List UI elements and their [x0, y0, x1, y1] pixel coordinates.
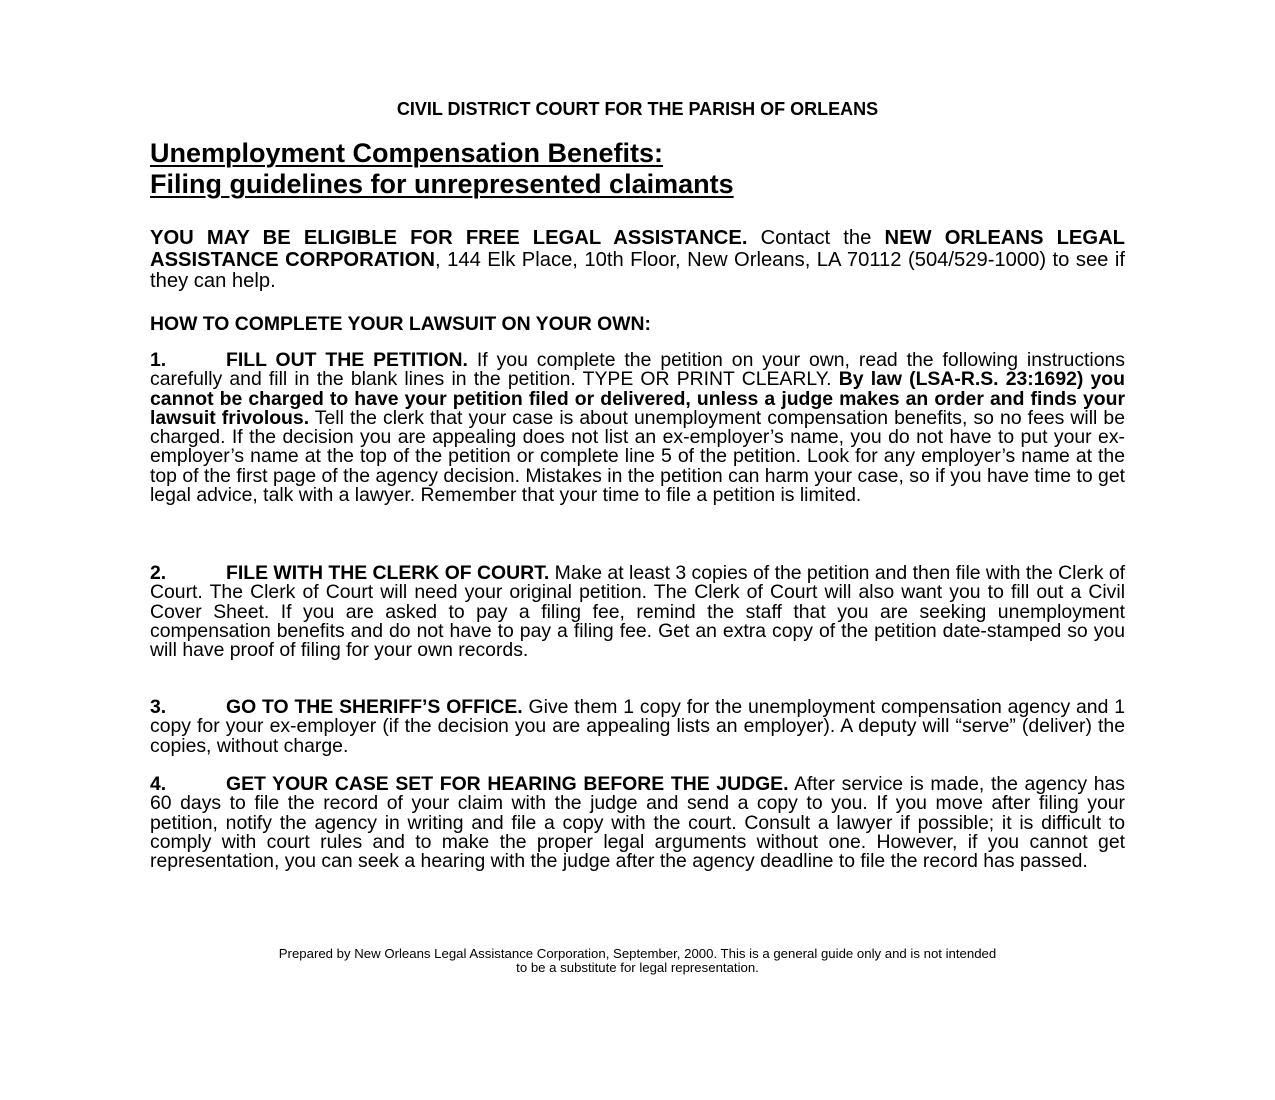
step-1-paragraph [150, 351, 1125, 505]
how-to-heading: HOW TO COMPLETE YOUR LAWSUIT ON YOUR OWN: [150, 313, 651, 335]
title-line-2: Filing guidelines for unrepresented claimants [150, 169, 734, 199]
footer-disclaimer [150, 947, 1125, 975]
title-line-1: Unemployment Compensation Benefits: [150, 138, 664, 168]
step-text: Make at least 3 copies of the petition and then file with the Clerk of Court. The Clerk of Court will need your original petition. The Clerk of Court will also want you to fill out a Civil Cover Sheet. If you are asked to pay a filing fee, remind the staff that you are seeking unemployment compensation benefits and do not have to pay a filing fee. Get an extra copy of the petition date-stamped so you will have proof of filing for your own records. [150, 562, 1125, 662]
step-number: 2. [150, 562, 167, 584]
document-title [150, 138, 1125, 200]
step-text: Give them 1 copy for the unemployment compensation agency and 1 copy for your ex-employer (if the decision you are appealing lists an employer). A deputy will “serve” (deliver) the copies, without charge. [150, 696, 1125, 757]
step-text: After service is made, the agency has 60 days to file the record of your claim with the judge and send a copy to you. If you move after filing your petition, notify the agency in writing and file a copy with the court. Consult a lawyer if possible; it is difficult to comply with court rules and to make the proper legal arguments without one. However, if you cannot get representation, you can seek a hearing with the judge after the agency deadline to file the record has passed. [150, 773, 1126, 873]
step-number: 4. [150, 773, 167, 795]
step-bold-notice: By law (LSA-R.S. 23:1692) you cannot be charged to have your petition filed or delivered, unless a judge makes an order and finds your lawsuit frivolous. [150, 368, 1125, 429]
legal-assistance-paragraph [150, 228, 1125, 293]
intro-text-b: , 144 Elk Place, 10th Floor, New Orleans, LA 70112 (504/529-1000) to see if they can help. [150, 248, 1125, 292]
court-heading: CIVIL DISTRICT COURT FOR THE PARISH OF ORLEANS [396, 99, 879, 119]
intro-text-a: Contact the [747, 227, 885, 249]
step-number: 3. [150, 696, 167, 718]
step-heading: GO TO THE SHERIFF’S OFFICE. [226, 696, 523, 718]
step-2-paragraph [150, 564, 1125, 660]
step-number: 1. [150, 349, 167, 371]
step-heading: FILL OUT THE PETITION. [226, 349, 468, 371]
step-text-continued: Tell the clerk that your case is about unemployment compensation benefits, so no fees will be charged. If the decision you are appealing does not list an ex-employer’s name, you do not have to put your ex-employer’s name at the top of the petition or complete line 5 of the petition. Look for any employer’s name at the top of the first page of the agency decision. Mistakes in the petition can harm your case, so if you have time to get legal advice, talk with a lawyer. Remember that your time to file a petition is limited. [150, 406, 1125, 507]
footer-line-2: to be a substitute for legal representation. [516, 960, 759, 975]
footer-line-1: Prepared by New Orleans Legal Assistance Corporation, September, 2000. This is a general guide only and is not intended [278, 946, 997, 961]
step-heading: FILE WITH THE CLERK OF COURT. [226, 562, 550, 584]
organization-name: NEW ORLEANS LEGAL ASSISTANCE CORPORATION [150, 227, 1125, 271]
eligibility-notice: YOU MAY BE ELIGIBLE FOR FREE LEGAL ASSISTANCE. [150, 227, 748, 249]
step-heading: GET YOUR CASE SET FOR HEARING BEFORE THE JUDGE. [226, 773, 789, 795]
step-4-paragraph [150, 775, 1125, 871]
step-3-paragraph [150, 698, 1125, 756]
step-text: If you complete the petition on your own, read the following instructions carefully and fill in the blank lines in the petition. TYPE OR PRINT CLEARLY. [150, 349, 1125, 391]
